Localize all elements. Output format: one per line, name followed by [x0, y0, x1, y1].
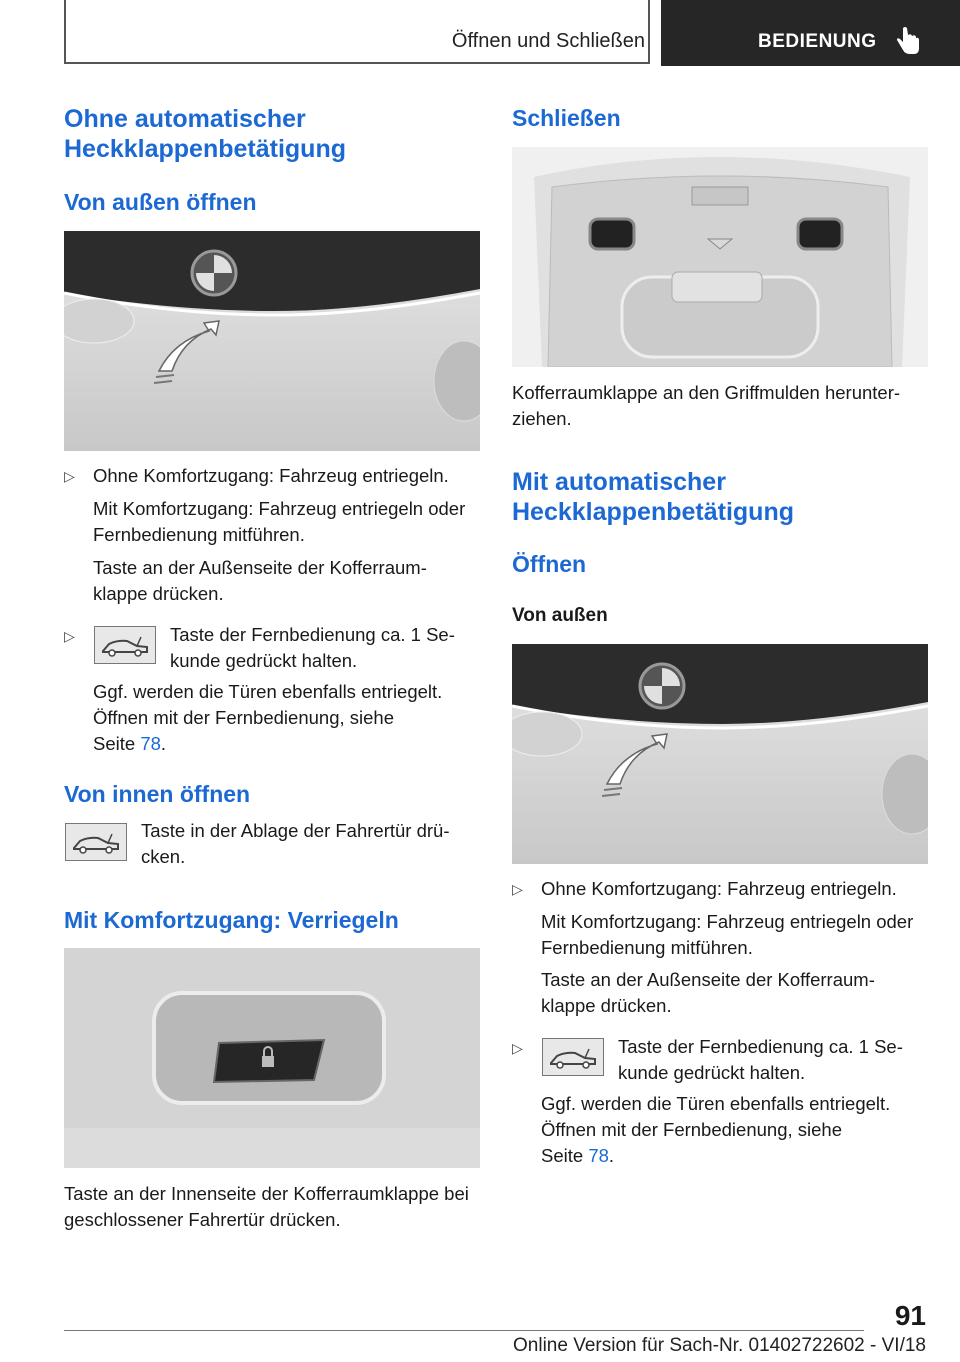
hand-pointer-icon — [895, 26, 921, 56]
footer-rule — [64, 1330, 864, 1331]
paragraph-taste-aussen-2: Taste an der Außenseite der Kofferraum-klappe drücken. — [541, 969, 875, 1016]
paragraph-innen-taste: Taste in der Ablage der Fahrertür drü-cken. — [141, 820, 450, 867]
paragraph-tueren-entriegelt: Ggf. werden die Türen ebenfalls entriegelt. Öffnen mit der Fernbedienung, siehe — [93, 681, 443, 728]
heading-mit-automatischer: Mit automatischer Heckklappenbetätigung — [512, 468, 794, 526]
bullet-marker: ▷ — [64, 628, 75, 644]
page-link-78[interactable]: 78 — [588, 1145, 609, 1166]
paragraph-ohne-komfort-2: Ohne Komfortzugang: Fahrzeug entriegeln. — [541, 878, 897, 899]
header-divider — [648, 0, 650, 64]
heading-ohne-automatischer: Ohne automatischer Heckklappenbetätigung — [64, 105, 346, 163]
header-bottom-rule — [64, 62, 649, 64]
heading-oeffnen: Öffnen — [512, 551, 587, 577]
seite-reference-2: Seite 78. — [541, 1145, 615, 1166]
heading-komfortzugang-verriegeln: Mit Komfortzugang: Verriegeln — [64, 907, 399, 933]
trunk-handle-photo-2 — [512, 644, 928, 864]
chapter-label: BEDIENUNG — [758, 31, 877, 52]
paragraph-ohne-komfort: Ohne Komfortzugang: Fahrzeug entriegeln. — [93, 465, 449, 486]
paragraph-taste-aussen: Taste an der Außenseite der Kofferraum-klappe drücken. — [93, 557, 427, 604]
footer-version: Online Version für Sach-Nr. 01402722602 - VI/18 — [513, 1335, 926, 1356]
heading-schliessen: Schließen — [512, 105, 621, 131]
paragraph-taste-fernbedienung: Taste der Fernbedienung ca. 1 Se-kunde gedrückt halten. — [170, 624, 455, 671]
section-title: Öffnen und Schließen — [451, 30, 645, 52]
caption-innenseite: Taste an der Innenseite der Kofferraumklappe bei geschlossener Fahrertür drücken. — [64, 1183, 469, 1230]
seite-label: Seite — [541, 1145, 584, 1166]
bullet-marker: ▷ — [64, 468, 75, 484]
heading-von-aussen-oeffnen: Von außen öffnen — [64, 189, 257, 215]
heading-von-innen-oeffnen: Von innen öffnen — [64, 781, 251, 807]
seite-label: Seite — [93, 733, 136, 754]
paragraph-tueren-entriegelt-2: Ggf. werden die Türen ebenfalls entriegelt. Öffnen mit der Fernbedienung, siehe — [541, 1093, 891, 1140]
car-trunk-key-icon — [65, 823, 127, 861]
paragraph-taste-fernbedienung-2: Taste der Fernbedienung ca. 1 Se-kunde gedrückt halten. — [618, 1036, 903, 1083]
lock-button-photo — [64, 948, 480, 1168]
bullet-marker: ▷ — [512, 881, 523, 897]
paragraph-mit-komfort-2: Mit Komfortzugang: Fahrzeug entriegeln oder Fernbedienung mitführen. — [541, 911, 914, 958]
car-trunk-key-icon — [542, 1038, 604, 1076]
trunk-handle-photo — [64, 231, 480, 451]
page-number: 91 — [894, 1300, 926, 1331]
seite-reference: Seite 78. — [93, 733, 167, 754]
header-left-rule — [64, 0, 66, 64]
trunk-interior-photo — [512, 147, 928, 367]
car-trunk-key-icon — [94, 626, 156, 664]
subheading-von-aussen: Von außen — [512, 605, 608, 626]
page-link-78[interactable]: 78 — [140, 733, 161, 754]
caption-griffmulden: Kofferraumklappe an den Griffmulden herunter-ziehen. — [512, 382, 901, 429]
bullet-marker: ▷ — [512, 1040, 523, 1056]
paragraph-mit-komfort: Mit Komfortzugang: Fahrzeug entriegeln oder Fernbedienung mitführen. — [93, 498, 466, 545]
